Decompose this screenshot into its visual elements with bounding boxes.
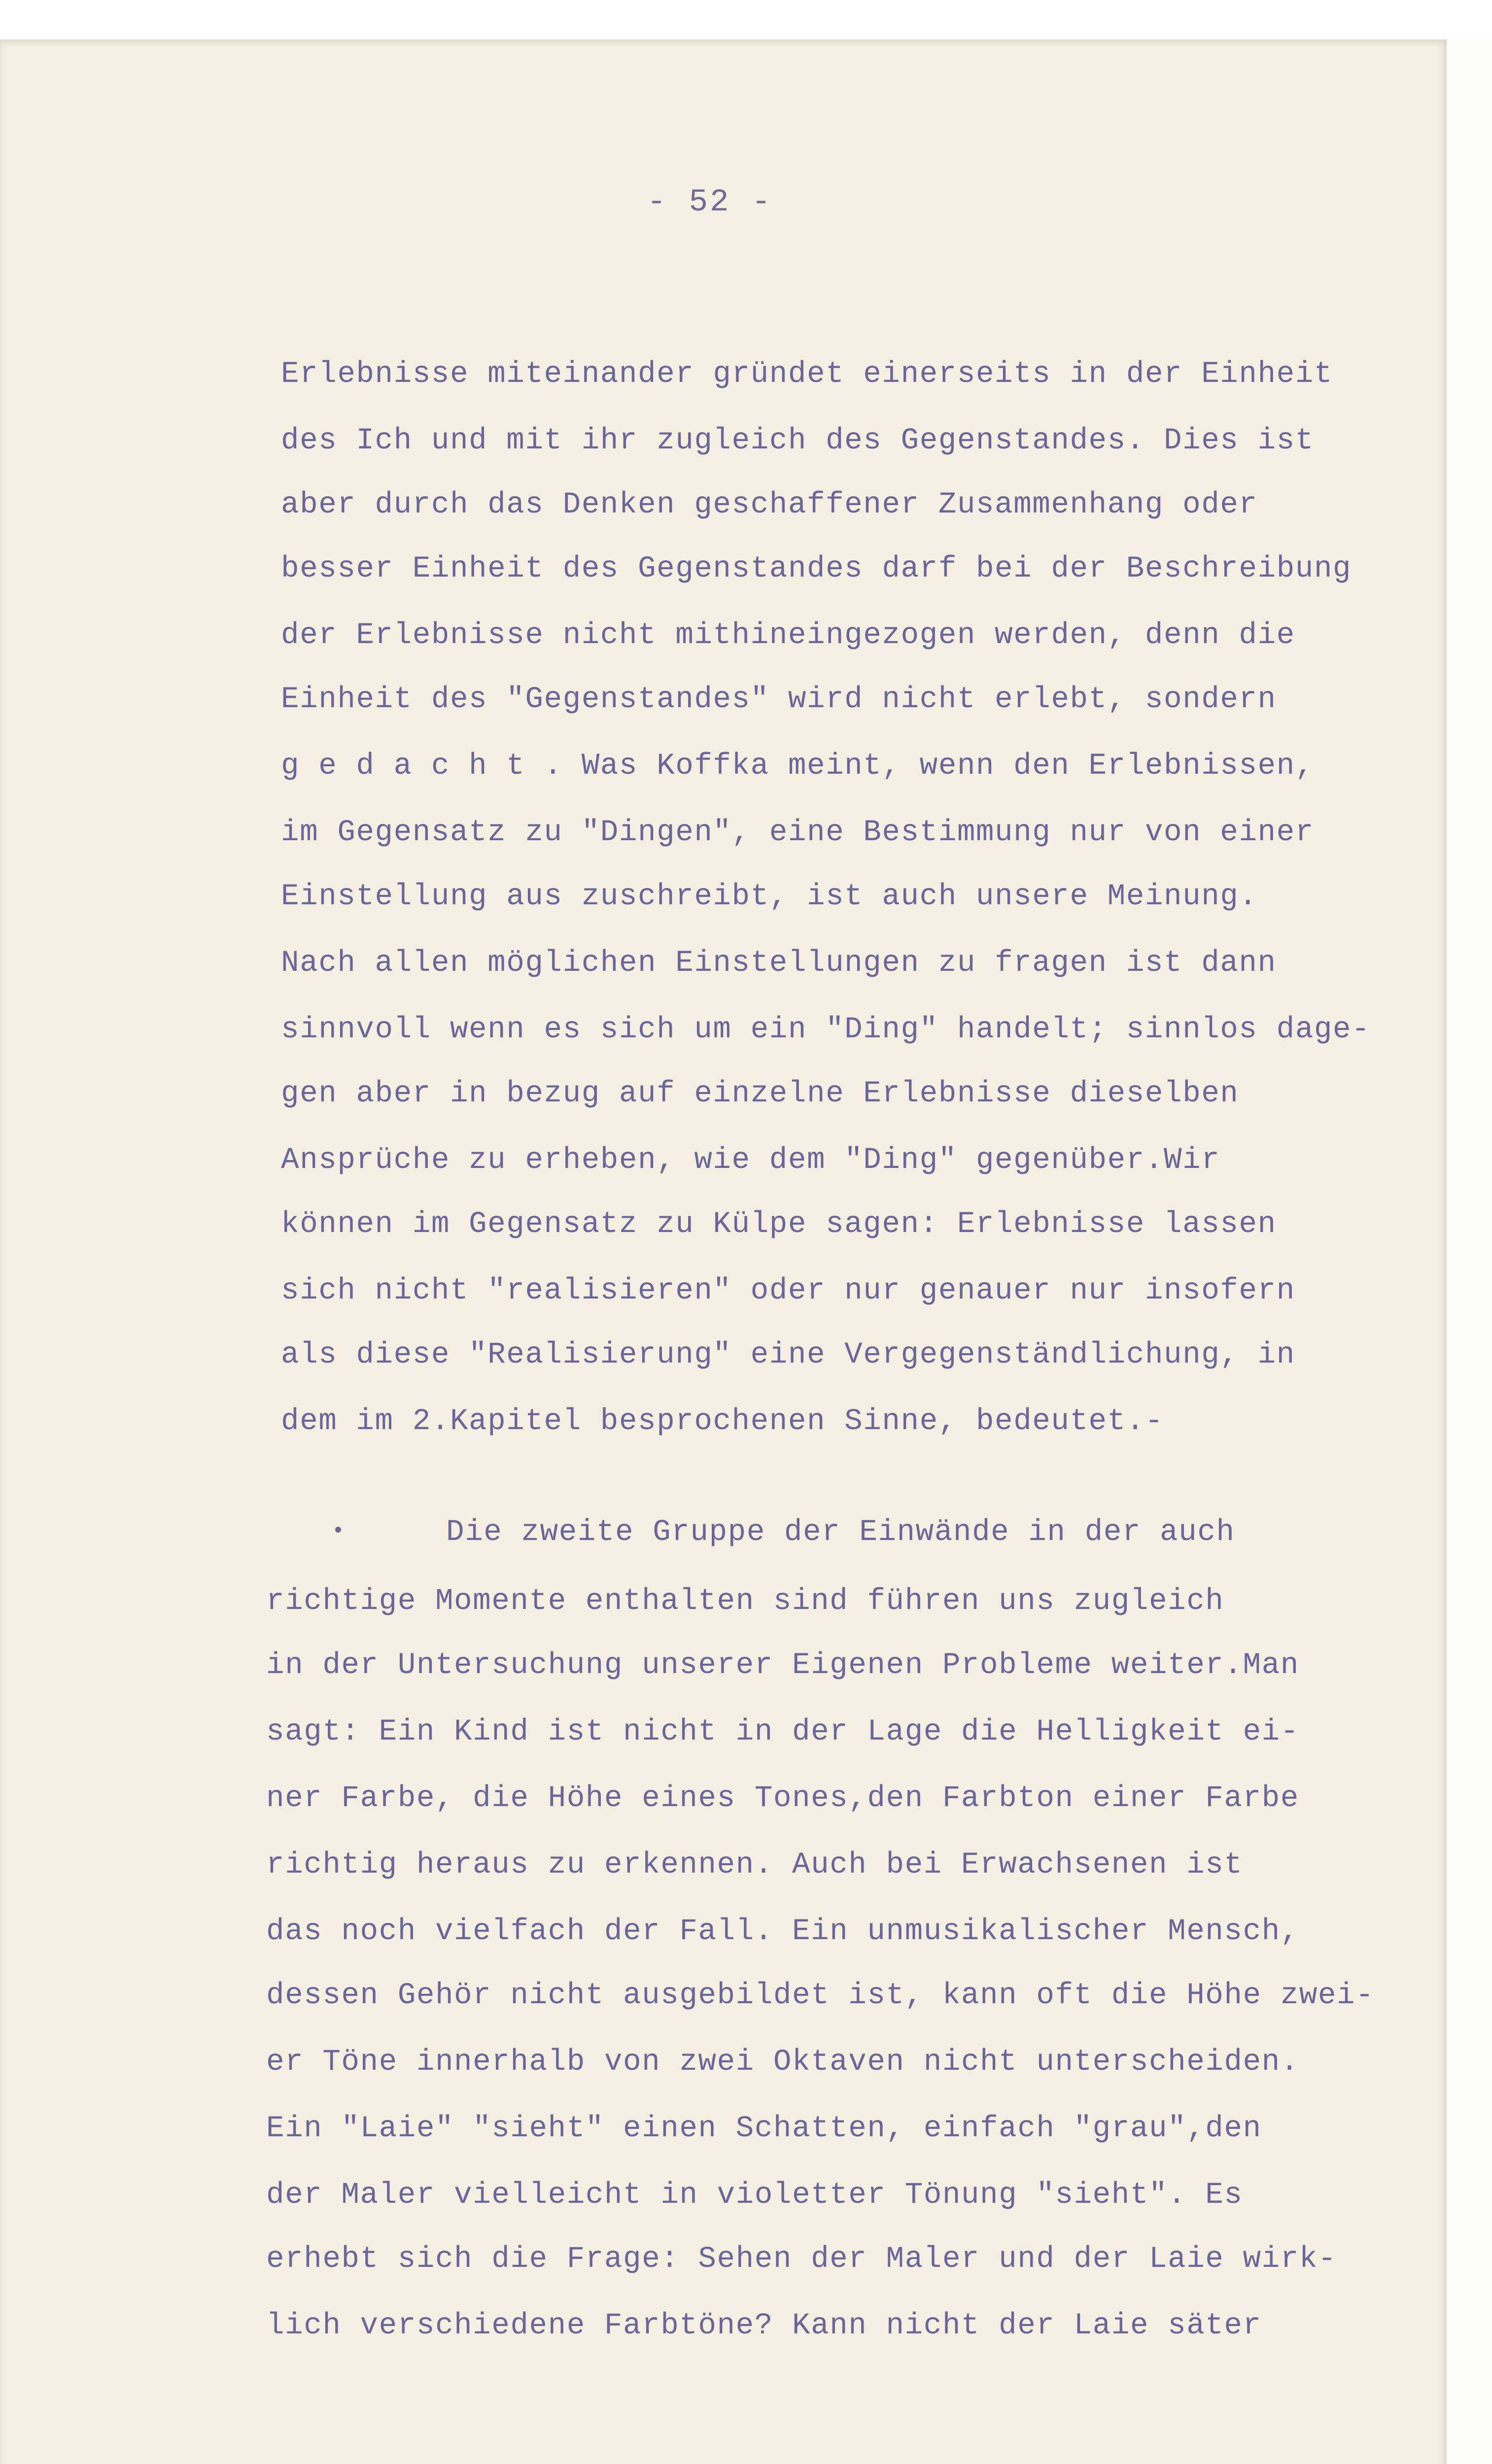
- page-number: - 52 -: [647, 185, 773, 220]
- text-line: richtige Momente enthalten sind führen uns zugleich: [266, 1584, 1224, 1618]
- text-line: sagt: Ein Kind ist nicht in der Lage die Helligkeit ei-: [266, 1715, 1299, 1749]
- text-line: dem im 2.Kapitel besprochenen Sinne, bedeutet.-: [281, 1404, 1164, 1438]
- text-line: gen aber in bezug auf einzelne Erlebnisse dieselben: [281, 1077, 1239, 1111]
- text-line: Erlebnisse miteinander gründet einerseits in der Einheit: [281, 357, 1333, 391]
- text-line: der Maler vielleicht in violetter Tönung "sieht". Es: [266, 2178, 1243, 2212]
- text-line: aber durch das Denken geschaffener Zusammenhang oder: [281, 488, 1258, 522]
- text-line: der Erlebnisse nicht mithineingezogen werden, denn die: [281, 618, 1295, 652]
- text-line: als diese "Realisierung" eine Vergegenständlichung, in: [281, 1338, 1295, 1372]
- text-line: g e d a c h t . Was Koffka meint, wenn den Erlebnissen,: [281, 749, 1314, 783]
- text-line: Die zweite Gruppe der Einwände in der auch: [446, 1515, 1235, 1549]
- text-line: Nach allen möglichen Einstellungen zu fragen ist dann: [281, 946, 1277, 980]
- text-line: das noch vielfach der Fall. Ein unmusikalischer Mensch,: [266, 1915, 1299, 1949]
- text-line: in der Untersuchung unserer Eigenen Probleme weiter.Man: [266, 1648, 1299, 1682]
- text-line: richtig heraus zu erkennen. Auch bei Erwachsenen ist: [266, 1848, 1243, 1882]
- text-line: sinnvoll wenn es sich um ein "Ding" handelt; sinnlos dage-: [281, 1013, 1371, 1047]
- text-line: erhebt sich die Frage: Sehen der Maler und der Laie wirk-: [266, 2242, 1337, 2276]
- text-line: dessen Gehör nicht ausgebildet ist, kann oft die Höhe zwei-: [266, 1979, 1375, 2013]
- text-line: des Ich und mit ihr zugleich des Gegenstandes. Dies ist: [281, 424, 1314, 458]
- text-line: Einheit des "Gegenstandes" wird nicht erlebt, sondern: [281, 683, 1277, 717]
- text-line: Einstellung aus zuschreibt, ist auch unsere Meinung.: [281, 880, 1258, 914]
- ink-dot: [335, 1527, 341, 1533]
- typewritten-page: [0, 39, 1447, 2464]
- text-line: im Gegensatz zu "Dingen", eine Bestimmung nur von einer: [281, 816, 1314, 850]
- text-line: sich nicht "realisieren" oder nur genauer nur insofern: [281, 1274, 1295, 1308]
- text-line: ner Farbe, die Höhe eines Tones,den Farbton einer Farbe: [266, 1781, 1299, 1815]
- text-line: lich verschiedene Farbtöne? Kann nicht der Laie säter: [266, 2309, 1262, 2343]
- text-line: Ein "Laie" "sieht" einen Schatten, einfach "grau",den: [266, 2112, 1262, 2146]
- text-line: er Töne innerhalb von zwei Oktaven nicht unterscheiden.: [266, 2045, 1299, 2079]
- text-line: können im Gegensatz zu Külpe sagen: Erlebnisse lassen: [281, 1207, 1277, 1241]
- text-line: besser Einheit des Gegenstandes darf bei der Beschreibung: [281, 552, 1352, 586]
- scan-background: [1447, 39, 1492, 2464]
- text-line: Ansprüche zu erheben, wie dem "Ding" gegenüber.Wir: [281, 1143, 1220, 1177]
